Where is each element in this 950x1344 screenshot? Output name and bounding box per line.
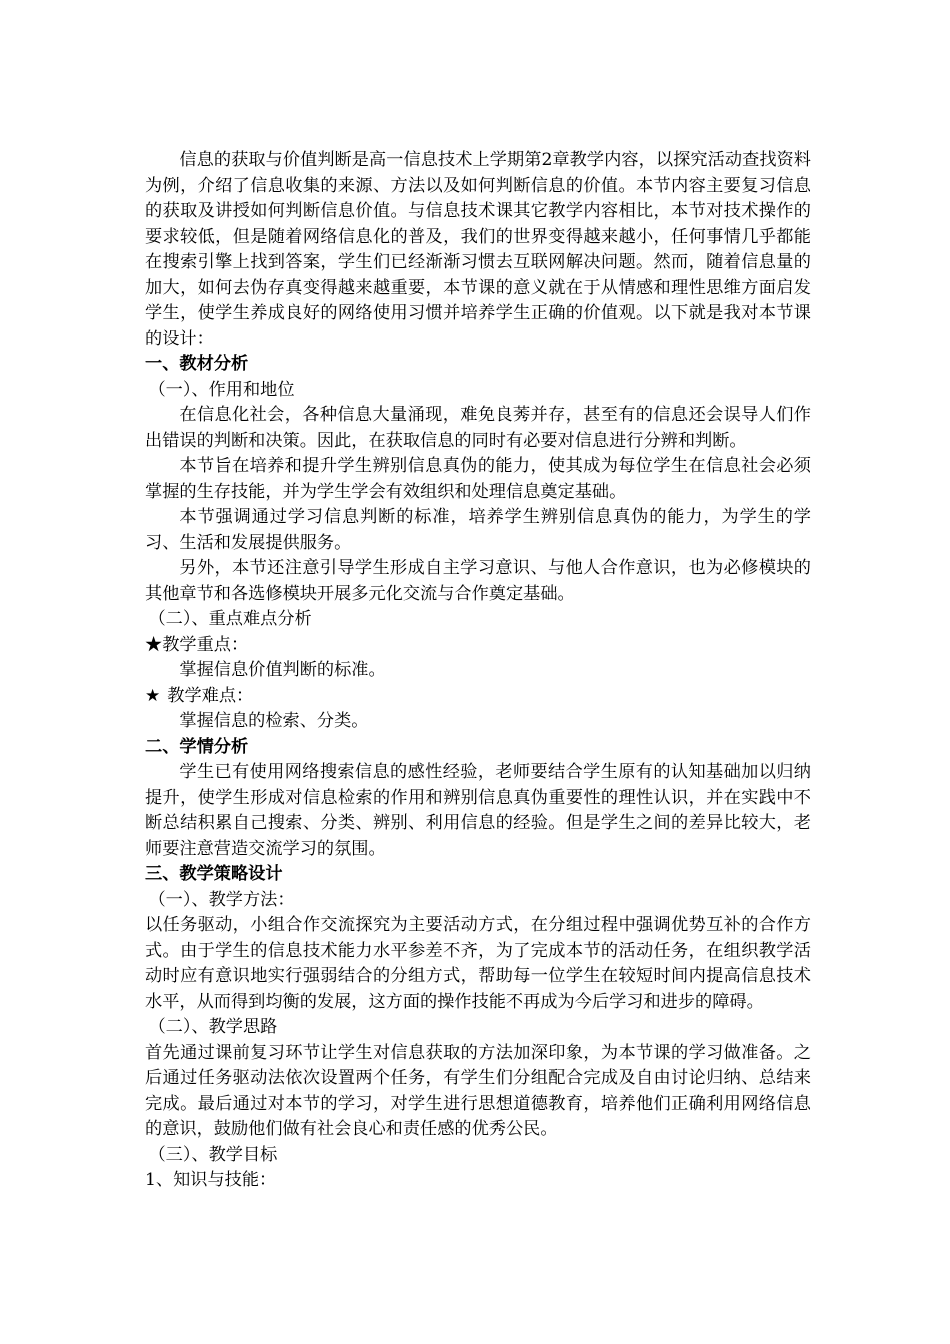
section-heading-strategy-design: 三、教学策略设计 <box>145 864 283 884</box>
section-heading-student-analysis: 二、学情分析 <box>145 736 249 757</box>
paragraph-role-4: 另外，本节还注意引导学生形成自主学习意识、与他人合作意识，也为必修模块的其他章节和各选修模块开展多元化交流与合作奠定基础。 <box>145 558 811 604</box>
difficulty-label-line <box>145 684 811 710</box>
subheading-key-difficult-points: （二）、重点难点分析 <box>148 609 312 629</box>
star-mark: ★ <box>145 685 161 706</box>
paragraph-student-analysis: 学生已有使用网络搜索信息的感性经验，老师要结合学生原有的认知基础加以归纳提升，使学生形成对信息检索的作用和辨别信息真伪重要性的理性认识，并在实践中不断总结积累自己搜索、分类、辨别、利用信息的经验。但是学生之间的差异比较大，老师要注意营造交流学习的氛围。 <box>145 762 811 859</box>
key-point-text: 掌握信息价值判断的标准。 <box>179 660 386 680</box>
paragraph-role-2: 本节旨在培养和提升学生辨别信息真伪的能力，使其成为每位学生在信息社会必须掌握的生存技能，并为学生学会有效组织和处理信息奠定基础。 <box>145 456 811 502</box>
paragraph-teaching-method: 以任务驱动，小组合作交流探究为主要活动方式，在分组过程中强调优势互补的合作方式。由于学生的信息技术能力水平参差不齐，为了完成本节的活动任务，在组织教学活动时应有意识地实行强弱结合的分组方式，帮助每一位学生在较短时间内提高信息技术水平，从而得到均衡的发展，这方面的操作技能不再成为今后学习和进步的障碍。 <box>145 915 811 1012</box>
difficulty-text: 掌握信息的检索、分类。 <box>179 711 369 731</box>
subheading-role-and-status: （一）、作用和地位 <box>148 379 295 400</box>
subheading-teaching-method: （一）、教学方法： <box>148 889 295 910</box>
paragraph-role-1: 在信息化社会，各种信息大量涌现，难免良莠并存，甚至有的信息还会误导人们作出错误的判断和决策。因此，在获取信息的同时有必要对信息进行分辨和判断。 <box>145 405 811 451</box>
paragraph-role-3: 本节强调通过学习信息判断的标准，培养学生辨别信息真伪的能力，为学生的学习、生活和发展提供服务。 <box>145 507 811 553</box>
document-body <box>145 148 811 1194</box>
difficulty-label: 教学难点： <box>167 685 254 706</box>
intro-paragraph: 信息的获取与价值判断是高一信息技术上学期第2章教学内容，以探究活动查找资料为例，介绍了信息收集的来源、方法以及如何判断信息的价值。本节内容主要复习信息的获取及讲授如何判断信息价值。与信息技术课其它教学内容相比，本节对技术操作的要求较低，但是随着网络信息化的普及，我们的世界变得越来越小，任何事情几乎都能在搜索引擎上找到答案，学生们已经渐渐习惯去互联网解决问题。然而，随着信息量的加大，如何去伪存真变得越来越重要，本节课的意义就在于从情感和理性思维方面启发学生，使学生养成良好的网络使用习惯并培养学生正确的价值观。以下就是我对本节课的设计： <box>145 150 811 349</box>
key-point-label: ★教学重点： <box>145 634 249 655</box>
subheading-teaching-idea: （二）、教学思路 <box>148 1017 278 1037</box>
goal-item-knowledge-skills: 1、知识与技能： <box>145 1170 277 1190</box>
subheading-teaching-goals: （三）、教学目标 <box>148 1144 278 1165</box>
section-heading-textbook-analysis: 一、教材分析 <box>145 354 249 374</box>
paragraph-teaching-idea: 首先通过课前复习环节让学生对信息获取的方法加深印象，为本节课的学习做准备。之后通过任务驱动法依次设置两个任务，有学生们分组配合完成及自由讨论归纳、总结来完成。最后通过对本节的学习，对学生进行思想道德教育，培养他们正确利用网络信息的意识，鼓励他们做有社会良心和责任感的优秀公民。 <box>145 1042 811 1139</box>
